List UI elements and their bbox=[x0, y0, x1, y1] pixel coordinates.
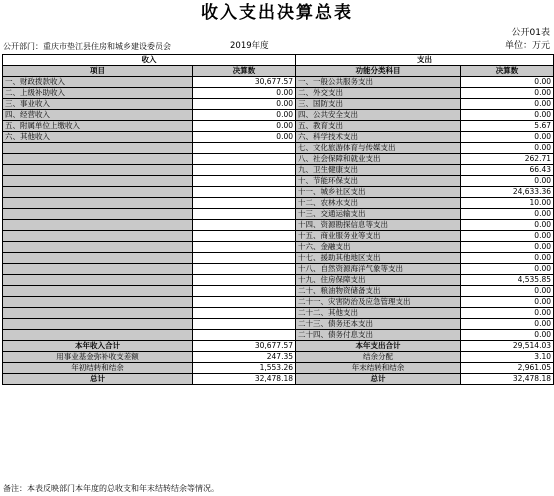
expense-item-label: 二十三、债务还本支出 bbox=[296, 319, 461, 330]
expense-item-label: 八、社会保障和就业支出 bbox=[296, 154, 461, 165]
income-item-label bbox=[3, 176, 193, 187]
expense-item-label: 九、卫生健康支出 bbox=[296, 165, 461, 176]
end-balance-label: 年末结转和结余 bbox=[296, 363, 461, 374]
income-item-label: 二、上级补助收入 bbox=[3, 88, 193, 99]
expense-item-label: 十四、资源勘探信息等支出 bbox=[296, 220, 461, 231]
income-item-value bbox=[193, 297, 296, 308]
expense-amount-header: 决算数 bbox=[461, 66, 554, 77]
expense-item-value: 0.00 bbox=[461, 319, 554, 330]
expense-item-value: 0.00 bbox=[461, 132, 554, 143]
end-balance-value: 2,961.05 bbox=[461, 363, 554, 374]
table-row bbox=[3, 209, 554, 220]
expense-total-value: 29,514.03 bbox=[461, 341, 554, 352]
fund-label: 用事业基金弥补收支差额 bbox=[3, 352, 193, 363]
table-row bbox=[3, 132, 554, 143]
expense-total-label: 本年支出合计 bbox=[296, 341, 461, 352]
expense-item-value: 0.00 bbox=[461, 231, 554, 242]
expense-item-label: 二十二、其他支出 bbox=[296, 308, 461, 319]
table-row bbox=[3, 220, 554, 231]
expense-item-value: 262.71 bbox=[461, 154, 554, 165]
income-item-value bbox=[193, 308, 296, 319]
income-item-value bbox=[193, 231, 296, 242]
table-row bbox=[3, 187, 554, 198]
income-item-label bbox=[3, 308, 193, 319]
income-item-value bbox=[193, 253, 296, 264]
table-row bbox=[3, 264, 554, 275]
income-amount-header: 决算数 bbox=[193, 66, 296, 77]
summary-row bbox=[3, 374, 554, 385]
income-item-label bbox=[3, 297, 193, 308]
table-row bbox=[3, 77, 554, 88]
expense-item-value: 0.00 bbox=[461, 99, 554, 110]
income-item-label bbox=[3, 165, 193, 176]
income-item-value bbox=[193, 165, 296, 176]
grand-total-expense: 32,478.18 bbox=[461, 374, 554, 385]
expense-item-label: 五、教育支出 bbox=[296, 121, 461, 132]
table-row bbox=[3, 176, 554, 187]
expense-item-value: 0.00 bbox=[461, 242, 554, 253]
expense-item-label: 二十一、灾害防治及应急管理支出 bbox=[296, 297, 461, 308]
income-item-value bbox=[193, 143, 296, 154]
income-expense-table bbox=[2, 54, 554, 385]
unit-label: 单位：万元 bbox=[504, 41, 550, 51]
begin-balance-value: 1,553.26 bbox=[193, 363, 296, 374]
expense-item-value: 5.67 bbox=[461, 121, 554, 132]
expense-item-label: 七、文化旅游体育与传媒支出 bbox=[296, 143, 461, 154]
income-item-label bbox=[3, 242, 193, 253]
income-item-label: 六、其他收入 bbox=[3, 132, 193, 143]
surplus-value: 3.10 bbox=[461, 352, 554, 363]
expense-item-label: 十五、商业服务业等支出 bbox=[296, 231, 461, 242]
table-row bbox=[3, 275, 554, 286]
table-row bbox=[3, 319, 554, 330]
income-item-value bbox=[193, 242, 296, 253]
income-item-value bbox=[193, 275, 296, 286]
table-row bbox=[3, 297, 554, 308]
table-row bbox=[3, 99, 554, 110]
expense-item-label: 十九、住房保障支出 bbox=[296, 275, 461, 286]
expense-item-value: 4,535.85 bbox=[461, 275, 554, 286]
income-item-value bbox=[193, 154, 296, 165]
expense-item-label: 十二、农林水支出 bbox=[296, 198, 461, 209]
income-item-value bbox=[193, 319, 296, 330]
income-item-label: 五、附属单位上缴收入 bbox=[3, 121, 193, 132]
expense-item-value: 0.00 bbox=[461, 88, 554, 99]
expense-header: 支出 bbox=[296, 55, 554, 66]
income-item-label bbox=[3, 187, 193, 198]
table-row bbox=[3, 308, 554, 319]
table-row bbox=[3, 110, 554, 121]
summary-row bbox=[3, 363, 554, 374]
income-item-label bbox=[3, 154, 193, 165]
expense-item-label: 十八、自然资源海洋气象等支出 bbox=[296, 264, 461, 275]
income-item-value bbox=[193, 286, 296, 297]
expense-item-value: 0.00 bbox=[461, 297, 554, 308]
income-item-value: 30,677.57 bbox=[193, 77, 296, 88]
func-column-header: 功能分类科目 bbox=[296, 66, 461, 77]
expense-item-label: 十三、交通运输支出 bbox=[296, 209, 461, 220]
expense-item-value: 0.00 bbox=[461, 220, 554, 231]
income-item-label: 三、事业收入 bbox=[3, 99, 193, 110]
surplus-label: 结余分配 bbox=[296, 352, 461, 363]
grand-total-label-2: 总计 bbox=[296, 374, 461, 385]
expense-item-label: 四、公共安全支出 bbox=[296, 110, 461, 121]
page-title: 收入支出决算总表 bbox=[201, 3, 353, 23]
income-item-label bbox=[3, 275, 193, 286]
income-item-label bbox=[3, 209, 193, 220]
footnote: 备注：本表反映部门本年度的总收支和年末结转结余等情况。 bbox=[3, 484, 219, 493]
grand-total-label: 总计 bbox=[3, 374, 193, 385]
income-item-value: 0.00 bbox=[193, 88, 296, 99]
table-row bbox=[3, 165, 554, 176]
header-row-2 bbox=[3, 66, 554, 77]
expense-item-value: 0.00 bbox=[461, 330, 554, 341]
expense-item-value: 0.00 bbox=[461, 253, 554, 264]
expense-item-label: 十七、援助其他地区支出 bbox=[296, 253, 461, 264]
expense-item-label: 十一、城乡社区支出 bbox=[296, 187, 461, 198]
begin-balance-label: 年初结转和结余 bbox=[3, 363, 193, 374]
table-row bbox=[3, 88, 554, 99]
expense-item-value: 66.43 bbox=[461, 165, 554, 176]
income-header: 收入 bbox=[3, 55, 296, 66]
table-row bbox=[3, 286, 554, 297]
table-row bbox=[3, 242, 554, 253]
department-name: 公开部门：重庆市垫江县住房和城乡建设委员会 bbox=[3, 42, 171, 51]
income-item-value bbox=[193, 264, 296, 275]
table-row bbox=[3, 121, 554, 132]
income-item-label bbox=[3, 330, 193, 341]
income-item-value: 0.00 bbox=[193, 110, 296, 121]
income-item-value bbox=[193, 198, 296, 209]
income-item-value bbox=[193, 220, 296, 231]
item-column-header: 项目 bbox=[3, 66, 193, 77]
expense-item-value: 0.00 bbox=[461, 176, 554, 187]
income-item-label bbox=[3, 143, 193, 154]
expense-item-label: 三、国防支出 bbox=[296, 99, 461, 110]
income-item-label: 一、财政拨款收入 bbox=[3, 77, 193, 88]
expense-item-value: 0.00 bbox=[461, 264, 554, 275]
expense-item-value: 0.00 bbox=[461, 209, 554, 220]
table-row bbox=[3, 231, 554, 242]
grand-total-income: 32,478.18 bbox=[193, 374, 296, 385]
income-item-label bbox=[3, 231, 193, 242]
summary-row bbox=[3, 341, 554, 352]
income-item-value: 0.00 bbox=[193, 121, 296, 132]
expense-item-label: 六、科学技术支出 bbox=[296, 132, 461, 143]
fund-value: 247.35 bbox=[193, 352, 296, 363]
expense-item-label: 十、节能环保支出 bbox=[296, 176, 461, 187]
table-row bbox=[3, 253, 554, 264]
income-item-value: 0.00 bbox=[193, 132, 296, 143]
income-item-value bbox=[193, 330, 296, 341]
form-number: 公开01表 bbox=[511, 28, 550, 38]
header-row-1 bbox=[3, 55, 554, 66]
table-row bbox=[3, 143, 554, 154]
income-total-label: 本年收入合计 bbox=[3, 341, 193, 352]
expense-item-value: 10.00 bbox=[461, 198, 554, 209]
expense-item-value: 0.00 bbox=[461, 77, 554, 88]
table-row bbox=[3, 154, 554, 165]
income-item-value: 0.00 bbox=[193, 99, 296, 110]
income-item-label bbox=[3, 264, 193, 275]
expense-item-value: 24,633.36 bbox=[461, 187, 554, 198]
expense-item-label: 十六、金融支出 bbox=[296, 242, 461, 253]
income-item-label bbox=[3, 220, 193, 231]
expense-item-value: 0.00 bbox=[461, 308, 554, 319]
summary-row bbox=[3, 352, 554, 363]
income-item-value bbox=[193, 209, 296, 220]
income-item-value bbox=[193, 187, 296, 198]
table-row bbox=[3, 330, 554, 341]
income-item-label bbox=[3, 198, 193, 209]
expense-item-value: 0.00 bbox=[461, 143, 554, 154]
income-item-label: 四、经营收入 bbox=[3, 110, 193, 121]
income-total-value: 30,677.57 bbox=[193, 341, 296, 352]
income-item-label bbox=[3, 319, 193, 330]
expense-item-value: 0.00 bbox=[461, 110, 554, 121]
income-item-value bbox=[193, 176, 296, 187]
expense-item-value: 0.00 bbox=[461, 286, 554, 297]
expense-item-label: 二十四、债务付息支出 bbox=[296, 330, 461, 341]
table-row bbox=[3, 198, 554, 209]
expense-item-label: 二十、粮油物资储备支出 bbox=[296, 286, 461, 297]
report-year: 2019年度 bbox=[230, 41, 269, 51]
income-item-label bbox=[3, 253, 193, 264]
expense-item-label: 二、外交支出 bbox=[296, 88, 461, 99]
income-item-label bbox=[3, 286, 193, 297]
expense-item-label: 一、一般公共服务支出 bbox=[296, 77, 461, 88]
